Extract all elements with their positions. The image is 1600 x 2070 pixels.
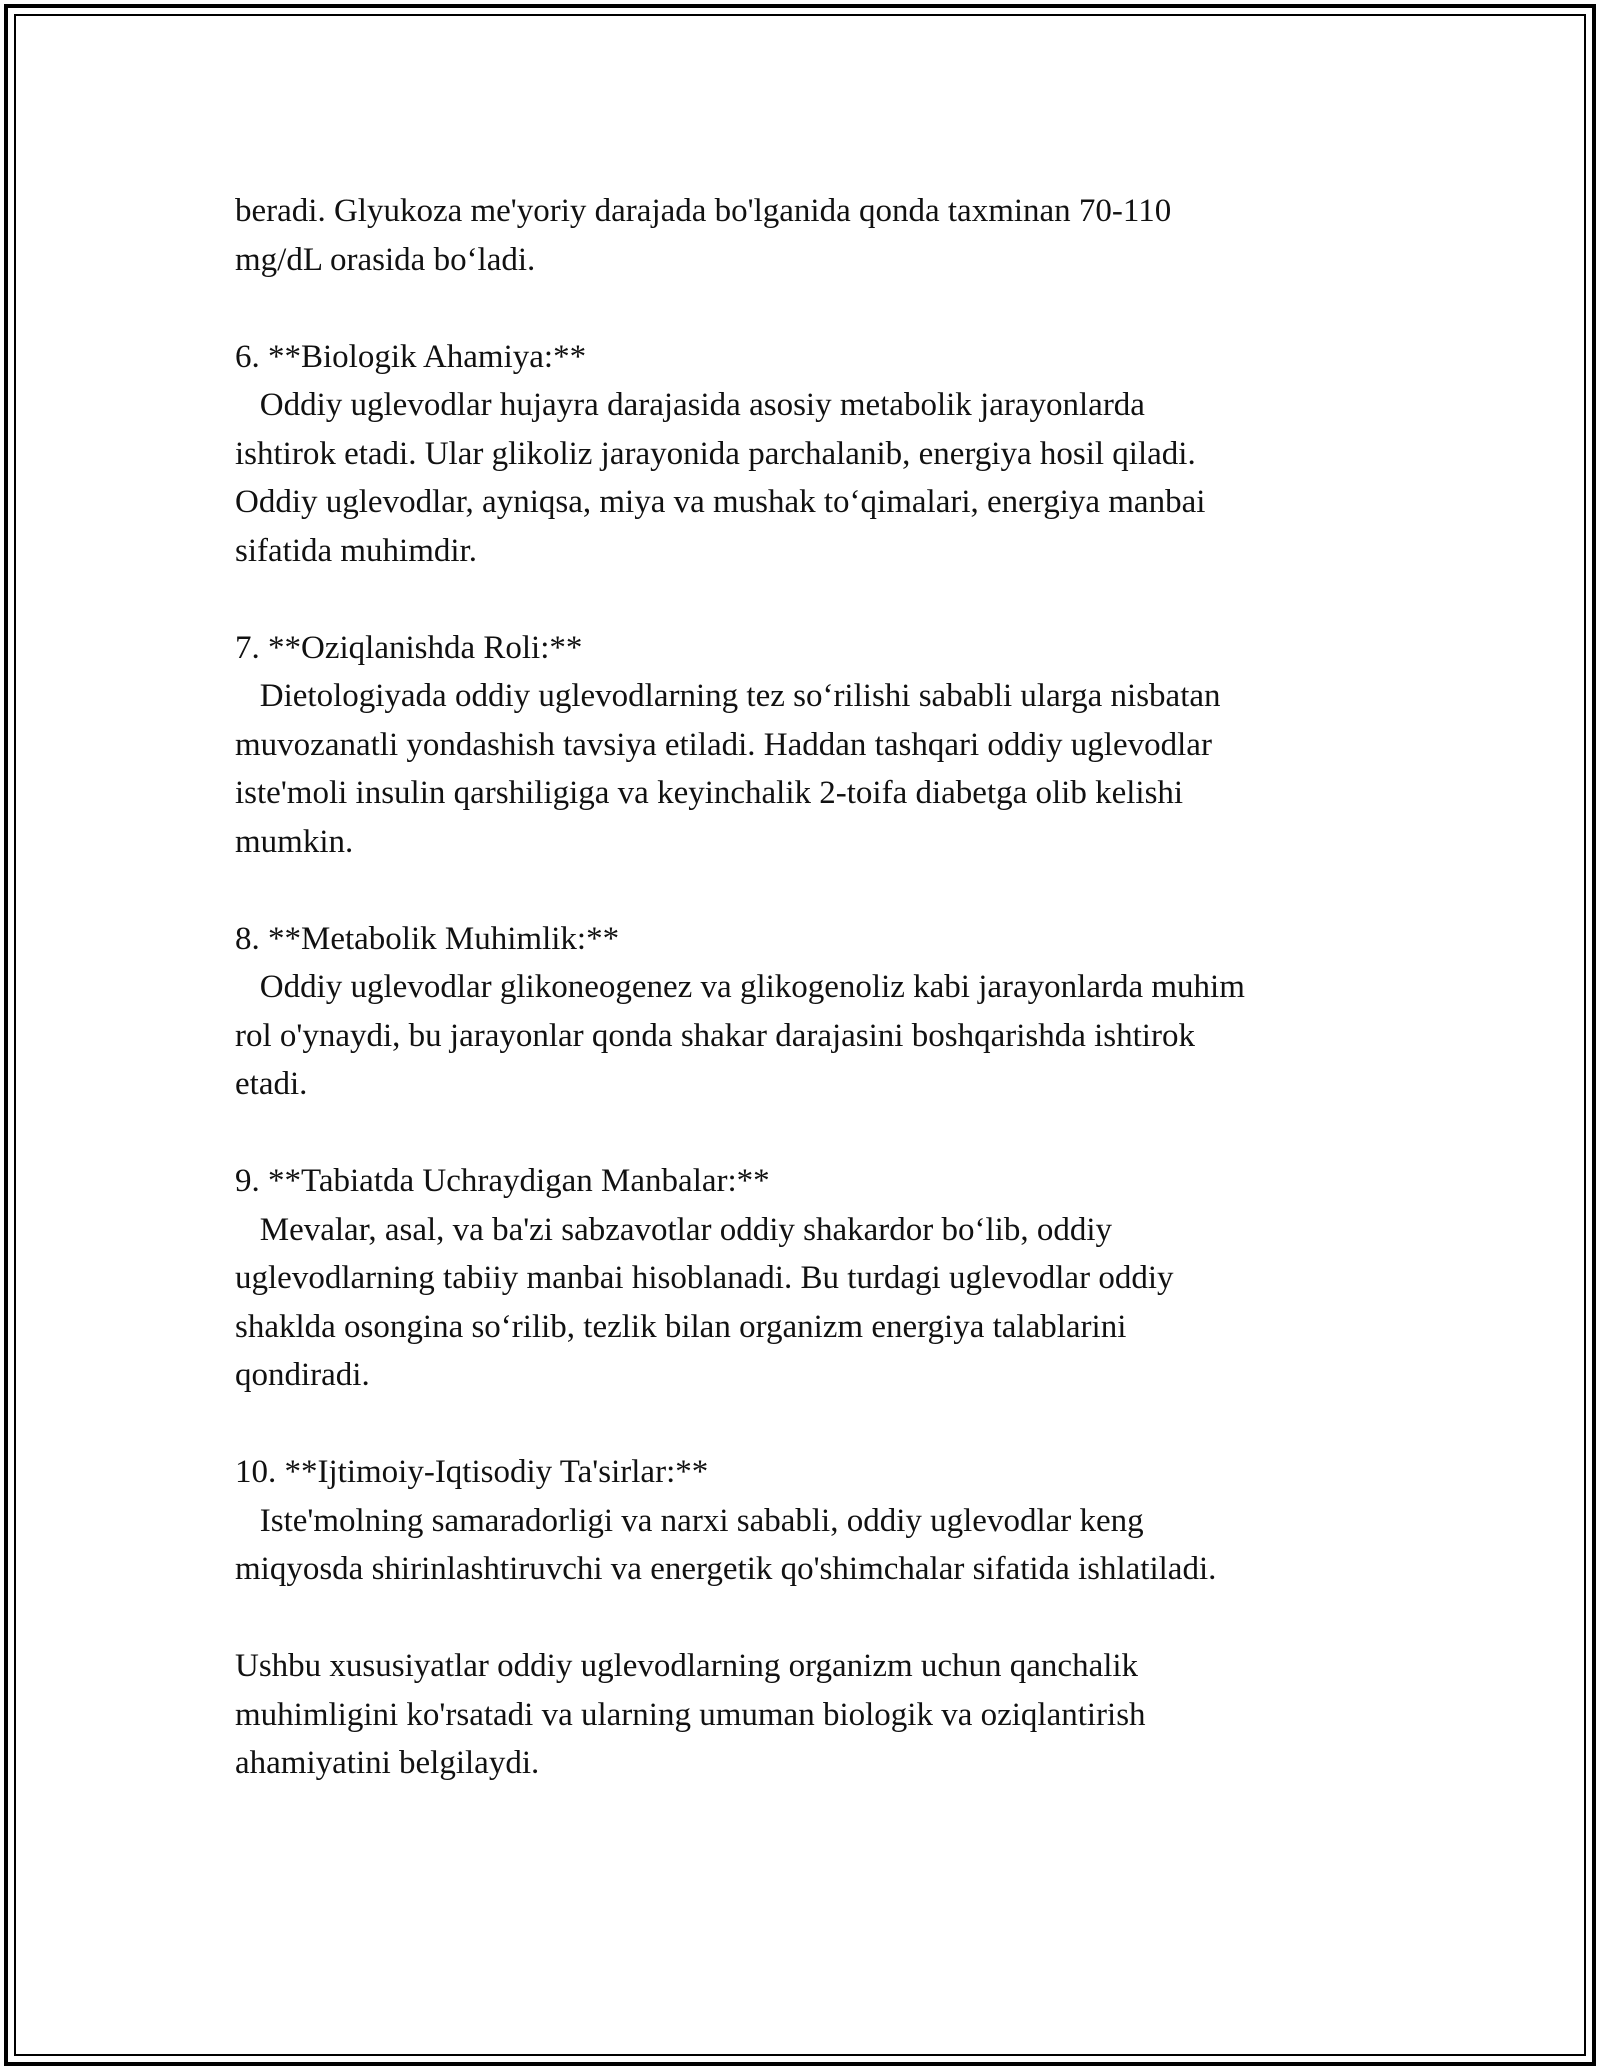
text-line: iste'moli insulin qarshiligiga va keyinchalik 2-toifa diabetga olib kelishi — [235, 775, 1184, 811]
text-line: Oddiy uglevodlar, ayniqsa, miya va mushak to‘qimalari, energiya manbai — [235, 484, 1206, 520]
conclusion-paragraph — [235, 1642, 1385, 1788]
paragraph-gap — [235, 1109, 1385, 1158]
section-heading: 10. **Ijtimoiy-Iqtisodiy Ta'sirlar:** — [235, 1454, 709, 1490]
section-oziqlanishda-roli — [235, 624, 1385, 867]
text-line: rol o'ynaydi, bu jarayonlar qonda shakar darajasini boshqarishda ishtirok — [235, 1017, 1195, 1054]
text-line: miqyosda shirinlashtiruvchi va energetik qo'shimchalar sifatida ishlatiladi. — [235, 1551, 1217, 1587]
section-metabolik-muhimlik — [235, 915, 1385, 1109]
text-line: sifatida muhimdir. — [235, 532, 477, 569]
section-tabiatda-manbalar — [235, 1157, 1385, 1400]
text-line: Mevalar, asal, va ba'zi sabzavotlar oddiy shakardor bo‘lib, oddiy — [235, 1211, 1113, 1248]
text-line: muhimligini ko'rsatadi va ularning umuman biologik va oziqlantirish — [235, 1696, 1146, 1733]
intro-paragraph — [235, 187, 1385, 284]
paragraph-gap — [235, 575, 1385, 624]
section-heading: 8. **Metabolik Muhimlik:** — [235, 920, 620, 957]
text-line: mumkin. — [235, 823, 354, 860]
section-heading: 9. **Tabiatda Uchraydigan Manbalar:** — [235, 1163, 770, 1199]
paragraph-gap — [235, 1400, 1385, 1449]
text-line: uglevodlarning tabiiy manbai hisoblanadi. Bu turdagi uglevodlar oddiy — [235, 1260, 1174, 1296]
text-line: beradi. Glyukoza me'yoriy darajada bo'lganida qonda taxminan 70-110 — [235, 193, 1172, 229]
text-line: ahamiyatini belgilaydi. — [235, 1745, 540, 1781]
section-biologik-ahamiya — [235, 333, 1385, 576]
text-line: Oddiy uglevodlar hujayra darajasida asosiy metabolik jarayonlarda — [235, 387, 1145, 423]
text-line: Oddiy uglevodlar glikoneogenez va glikogenoliz kabi jarayonlarda muhim — [235, 969, 1245, 1005]
text-line: shaklda osongina so‘rilib, tezlik bilan organizm energiya talablarini — [235, 1308, 1127, 1345]
text-line: Iste'molning samaradorligi va narxi sababli, oddiy uglevodlar keng — [235, 1502, 1144, 1539]
section-ijtimoiy-iqtisodiy — [235, 1448, 1385, 1594]
text-line: Dietologiyada oddiy uglevodlarning tez so‘rilishi sababli ularga nisbatan — [235, 678, 1221, 714]
paragraph-gap — [235, 866, 1385, 915]
text-line: etadi. — [235, 1066, 308, 1102]
text-line: ishtirok etadi. Ular glikoliz jarayonida parchalanib, energiya hosil qiladi. — [235, 435, 1196, 472]
paragraph-gap — [235, 284, 1385, 333]
section-heading: 6. **Biologik Ahamiya:** — [235, 338, 587, 375]
text-line: Ushbu xususiyatlar oddiy uglevodlarning organizm uchun qanchalik — [235, 1648, 1139, 1684]
paragraph-gap — [235, 1594, 1385, 1643]
text-line: muvozanatli yondashish tavsiya etiladi. Haddan tashqari oddiy uglevodlar — [235, 726, 1212, 763]
document-body — [235, 187, 1385, 1788]
text-line: qondiradi. — [235, 1357, 370, 1393]
text-line: mg/dL orasida bo‘ladi. — [235, 241, 536, 278]
section-heading: 7. **Oziqlanishda Roli:** — [235, 629, 583, 666]
